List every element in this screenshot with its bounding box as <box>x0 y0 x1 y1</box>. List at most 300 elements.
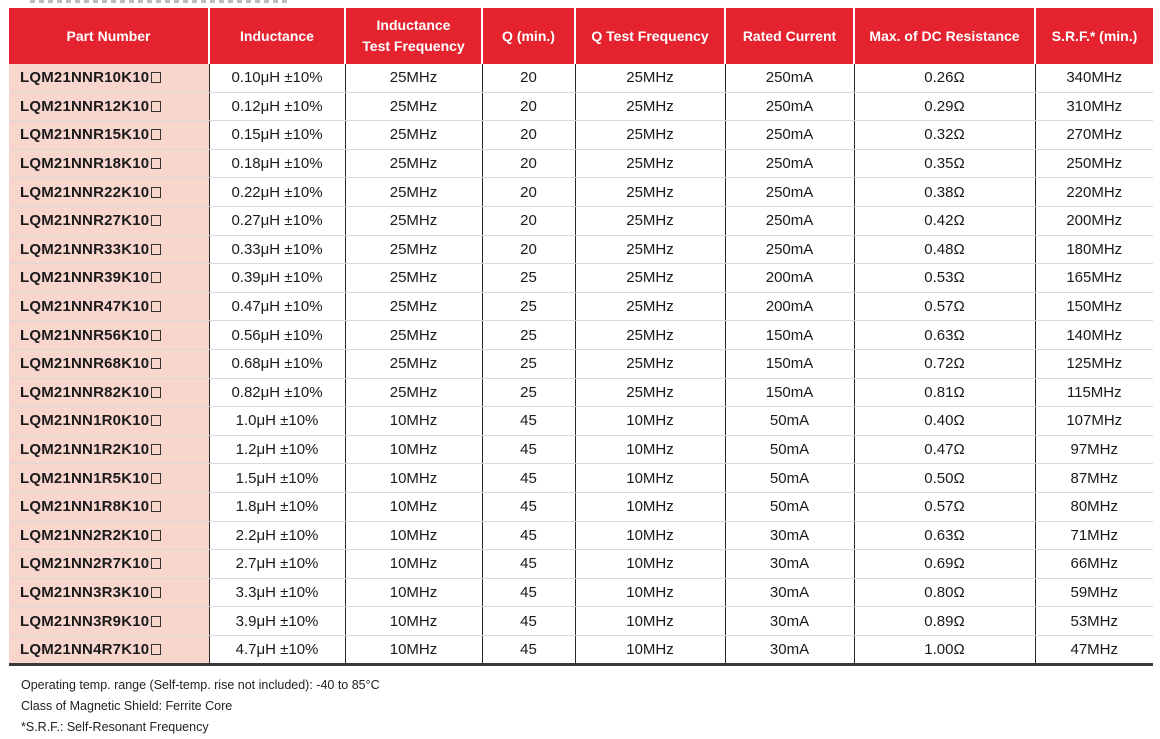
cell-value: 0.47Ω <box>924 441 965 459</box>
cell-value: 25MHz <box>389 269 438 287</box>
cell-value: 25MHz <box>626 126 674 144</box>
cell-value: 0.47μH ±10% <box>231 298 323 316</box>
table-cell <box>575 464 725 493</box>
cell-value: 25MHz <box>389 183 438 201</box>
table-cell <box>854 435 1035 464</box>
part-number-cell <box>9 635 209 665</box>
cell-value: 0.57Ω <box>924 298 965 316</box>
cell-value: 50mA <box>769 469 810 487</box>
cell-value: 0.32Ω <box>924 126 965 144</box>
table-cell <box>725 578 854 607</box>
cell-value: 0.63Ω <box>924 526 965 544</box>
table-cell <box>575 378 725 407</box>
cell-value: 30mA <box>769 555 810 573</box>
cell-value: 87MHz <box>1070 469 1118 487</box>
cell-value: 20 <box>520 126 537 144</box>
table-cell <box>854 121 1035 150</box>
part-number-cell <box>9 378 209 407</box>
cell-value: 45 <box>520 441 537 459</box>
table-cell <box>209 264 345 293</box>
table-cell <box>345 321 482 350</box>
inductor-spec-table <box>9 8 1153 666</box>
part-number-cell <box>9 321 209 350</box>
cell-value: 25 <box>520 383 537 401</box>
cell-value: 10MHz <box>626 583 674 601</box>
cell-value: 0.10μH ±10% <box>231 69 323 87</box>
table-cell <box>209 521 345 550</box>
cell-value: 10MHz <box>389 498 438 516</box>
column-header <box>345 8 482 64</box>
table-cell <box>482 521 575 550</box>
packaging-code-placeholder-icon <box>151 358 161 369</box>
cell-value: 10MHz <box>389 469 438 487</box>
cell-value: 45 <box>520 583 537 601</box>
cell-value: 0.33μH ±10% <box>231 240 323 258</box>
cell-value: 25MHz <box>626 240 674 258</box>
table-cell <box>575 407 725 436</box>
table-cell <box>482 292 575 321</box>
column-header <box>575 8 725 64</box>
table-cell <box>345 349 482 378</box>
cell-value: 25 <box>520 269 537 287</box>
cell-value: 20 <box>520 212 537 230</box>
table-cell <box>854 521 1035 550</box>
part-number-text: LQM21NNR27K10 <box>20 212 150 230</box>
cell-value: 0.82μH ±10% <box>231 383 323 401</box>
cell-value: 20 <box>520 240 537 258</box>
note-operating-temp: Operating temp. range (Self-temp. rise not included): -40 to 85°C <box>21 678 380 692</box>
table-cell <box>1035 435 1153 464</box>
column-header <box>725 8 854 64</box>
table-cell <box>854 550 1035 579</box>
part-number-text: LQM21NNR33K10 <box>20 240 150 258</box>
cell-value: 250mA <box>765 240 814 258</box>
table-cell <box>345 149 482 178</box>
cell-value: 25 <box>520 355 537 373</box>
table-cell <box>575 321 725 350</box>
cell-value: 250mA <box>765 183 814 201</box>
part-number-text: LQM21NN4R7K10 <box>20 641 150 659</box>
table-header <box>9 8 1153 64</box>
packaging-code-placeholder-icon <box>151 187 161 198</box>
table-cell <box>345 635 482 665</box>
table-cell <box>345 178 482 207</box>
cell-value: 25MHz <box>389 155 438 173</box>
table-cell <box>725 464 854 493</box>
cell-value: 10MHz <box>626 641 674 659</box>
table-cell <box>725 206 854 235</box>
cell-value: 250mA <box>765 97 814 115</box>
packaging-code-placeholder-icon <box>151 215 161 226</box>
cell-value: 150mA <box>765 355 814 373</box>
table-cell <box>345 435 482 464</box>
table-cell <box>482 64 575 92</box>
cell-value: 25MHz <box>389 69 438 87</box>
part-number-cell <box>9 349 209 378</box>
part-number-text: LQM21NNR56K10 <box>20 326 150 344</box>
part-number-cell <box>9 292 209 321</box>
part-number-text: LQM21NN1R2K10 <box>20 441 150 459</box>
cell-value: 0.22μH ±10% <box>231 183 323 201</box>
cell-value: 25 <box>520 298 537 316</box>
table-cell <box>482 149 575 178</box>
part-number-text: LQM21NNR10K10 <box>20 69 150 87</box>
part-number-text: LQM21NN1R0K10 <box>20 412 150 430</box>
table-cell <box>854 349 1035 378</box>
table-cell <box>482 407 575 436</box>
table-cell <box>1035 292 1153 321</box>
cell-value: 10MHz <box>626 498 674 516</box>
table-row <box>9 206 1153 235</box>
table-cell <box>345 407 482 436</box>
cell-value: 25MHz <box>389 355 438 373</box>
part-number-cell <box>9 178 209 207</box>
cell-value: 10MHz <box>626 441 674 459</box>
cell-value: 0.57Ω <box>924 498 965 516</box>
cell-value: 250mA <box>765 212 814 230</box>
cell-value: 20 <box>520 97 537 115</box>
table-cell <box>482 578 575 607</box>
cell-value: 50mA <box>769 412 810 430</box>
cell-value: 71MHz <box>1070 526 1118 544</box>
packaging-code-placeholder-icon <box>151 272 161 283</box>
cell-value: 250mA <box>765 155 814 173</box>
table-cell <box>1035 464 1153 493</box>
packaging-code-placeholder-icon <box>151 644 161 655</box>
table-cell <box>1035 206 1153 235</box>
packaging-code-placeholder-icon <box>151 530 161 541</box>
part-number-text: LQM21NN3R9K10 <box>20 612 150 630</box>
cell-value: 45 <box>520 469 537 487</box>
cell-value: 53MHz <box>1070 612 1118 630</box>
table-cell <box>575 64 725 92</box>
cell-value: 45 <box>520 412 537 430</box>
packaging-code-placeholder-icon <box>151 587 161 598</box>
table-cell <box>209 178 345 207</box>
cell-value: 25MHz <box>389 212 438 230</box>
cell-value: 0.29Ω <box>924 97 965 115</box>
packaging-code-placeholder-icon <box>151 330 161 341</box>
part-number-text: LQM21NNR82K10 <box>20 383 150 401</box>
cell-value: 250mA <box>765 69 814 87</box>
column-header-label: Max. of DC Resistance <box>869 27 1020 44</box>
table-cell <box>575 635 725 665</box>
cell-value: 3.3μH ±10% <box>235 583 319 601</box>
table-cell <box>854 149 1035 178</box>
cell-value: 25MHz <box>626 183 674 201</box>
part-number-cell <box>9 264 209 293</box>
table-cell <box>575 550 725 579</box>
table-cell <box>482 178 575 207</box>
cell-value: 20 <box>520 155 537 173</box>
part-number-text: LQM21NN1R5K10 <box>20 469 150 487</box>
table-cell <box>725 121 854 150</box>
packaging-code-placeholder-icon <box>151 158 161 169</box>
part-number-text: LQM21NNR15K10 <box>20 126 150 144</box>
cell-value: 45 <box>520 498 537 516</box>
cell-value: 200MHz <box>1066 212 1123 230</box>
cell-value: 0.15μH ±10% <box>231 126 323 144</box>
table-cell <box>1035 521 1153 550</box>
table-row <box>9 407 1153 436</box>
table-cell <box>209 407 345 436</box>
cell-value: 10MHz <box>389 583 438 601</box>
packaging-code-placeholder-icon <box>151 72 161 83</box>
part-number-cell <box>9 435 209 464</box>
part-number-text: LQM21NNR47K10 <box>20 298 150 316</box>
part-number-cell <box>9 521 209 550</box>
header-row <box>9 8 1153 64</box>
cell-value: 1.00Ω <box>924 641 965 659</box>
cell-value: 10MHz <box>389 555 438 573</box>
table-cell <box>854 206 1035 235</box>
table-row <box>9 149 1153 178</box>
table-body <box>9 64 1153 665</box>
table-cell <box>482 349 575 378</box>
table-cell <box>209 578 345 607</box>
cell-value: 0.53Ω <box>924 269 965 287</box>
part-number-text: LQM21NN1R8K10 <box>20 498 150 516</box>
table-cell <box>209 378 345 407</box>
cell-value: 10MHz <box>389 641 438 659</box>
part-number-cell <box>9 607 209 636</box>
table-cell <box>1035 149 1153 178</box>
cell-value: 25MHz <box>626 298 674 316</box>
column-header-label: Rated Current <box>742 27 837 44</box>
cell-value: 0.50Ω <box>924 469 965 487</box>
table-cell <box>575 235 725 264</box>
cell-value: 220MHz <box>1066 183 1123 201</box>
table-row <box>9 292 1153 321</box>
cell-value: 180MHz <box>1066 240 1123 258</box>
cell-value: 0.12μH ±10% <box>231 97 323 115</box>
table-cell <box>575 492 725 521</box>
packaging-code-placeholder-icon <box>151 558 161 569</box>
cell-value: 25MHz <box>389 240 438 258</box>
table-cell <box>482 464 575 493</box>
cell-value: 1.8μH ±10% <box>235 498 319 516</box>
cell-value: 10MHz <box>626 412 674 430</box>
cell-value: 25MHz <box>626 155 674 173</box>
cell-value: 0.18μH ±10% <box>231 155 323 173</box>
cell-value: 115MHz <box>1066 383 1122 401</box>
table-cell <box>345 292 482 321</box>
cell-value: 50mA <box>769 441 810 459</box>
cell-value: 310MHz <box>1066 97 1123 115</box>
table-cell <box>1035 235 1153 264</box>
table-cell <box>345 64 482 92</box>
part-number-cell <box>9 64 209 92</box>
cell-value: 0.72Ω <box>924 355 965 373</box>
table-cell <box>575 292 725 321</box>
cell-value: 10MHz <box>389 612 438 630</box>
cell-value: 0.39μH ±10% <box>231 269 323 287</box>
table-cell <box>482 92 575 121</box>
table-cell <box>482 264 575 293</box>
column-header <box>209 8 345 64</box>
table-cell <box>1035 492 1153 521</box>
table-row <box>9 521 1153 550</box>
packaging-code-placeholder-icon <box>151 129 161 140</box>
cell-value: 0.35Ω <box>924 155 965 173</box>
table-cell <box>725 178 854 207</box>
table-cell <box>575 121 725 150</box>
column-header-label: Test Frequency <box>362 38 465 54</box>
table-cell <box>209 235 345 264</box>
table-cell <box>345 206 482 235</box>
cell-value: 107MHz <box>1066 412 1123 430</box>
table-cell <box>854 607 1035 636</box>
cell-value: 0.48Ω <box>924 240 965 258</box>
packaging-code-placeholder-icon <box>151 387 161 398</box>
table-cell <box>725 492 854 521</box>
table-cell <box>854 578 1035 607</box>
part-number-cell <box>9 235 209 264</box>
table-row <box>9 378 1153 407</box>
table-cell <box>482 321 575 350</box>
table-cell <box>725 235 854 264</box>
cell-value: 30mA <box>769 583 810 601</box>
cell-value: 250mA <box>765 126 814 144</box>
cell-value: 3.9μH ±10% <box>235 612 319 630</box>
table-cell <box>854 464 1035 493</box>
cell-value: 25MHz <box>626 383 674 401</box>
cell-value: 250MHz <box>1066 155 1123 173</box>
cell-value: 30mA <box>769 526 810 544</box>
cell-value: 165MHz <box>1066 269 1123 287</box>
table-cell <box>854 178 1035 207</box>
cell-value: 125MHz <box>1066 355 1123 373</box>
table-cell <box>854 378 1035 407</box>
cell-value: 45 <box>520 555 537 573</box>
part-number-text: LQM21NNR68K10 <box>20 355 150 373</box>
table-cell <box>1035 64 1153 92</box>
table-row <box>9 64 1153 92</box>
table-cell <box>345 464 482 493</box>
cell-value: 25 <box>520 326 537 344</box>
cell-value: 47MHz <box>1070 641 1118 659</box>
packaging-code-placeholder-icon <box>151 444 161 455</box>
table-cell <box>1035 578 1153 607</box>
part-number-cell <box>9 407 209 436</box>
table-cell <box>575 521 725 550</box>
cell-value: 10MHz <box>626 469 674 487</box>
table-cell <box>725 378 854 407</box>
cell-value: 1.5μH ±10% <box>235 469 319 487</box>
table-cell <box>209 149 345 178</box>
note-magnetic-shield: Class of Magnetic Shield: Ferrite Core <box>21 699 233 713</box>
table-cell <box>575 607 725 636</box>
table-cell <box>209 92 345 121</box>
table-cell <box>725 635 854 665</box>
part-number-text: LQM21NNR22K10 <box>20 183 150 201</box>
column-header-label: Inductance <box>376 17 451 33</box>
packaging-code-placeholder-icon <box>151 501 161 512</box>
table-cell <box>575 149 725 178</box>
note-srf-definition: *S.R.F.: Self-Resonant Frequency <box>21 720 209 734</box>
part-number-cell <box>9 92 209 121</box>
table-cell <box>345 235 482 264</box>
table-cell <box>725 550 854 579</box>
table-row <box>9 550 1153 579</box>
table-cell <box>1035 349 1153 378</box>
table-cell <box>345 121 482 150</box>
table-cell <box>345 92 482 121</box>
cell-value: 4.7μH ±10% <box>235 641 319 659</box>
table-cell <box>725 349 854 378</box>
cell-value: 25MHz <box>626 97 674 115</box>
table-cell <box>209 492 345 521</box>
table-cell <box>854 407 1035 436</box>
cell-value: 10MHz <box>626 555 674 573</box>
table-row <box>9 264 1153 293</box>
table-cell <box>575 264 725 293</box>
table-cell <box>725 64 854 92</box>
cell-value: 200mA <box>765 269 814 287</box>
table-cell <box>345 550 482 579</box>
table-cell <box>209 349 345 378</box>
table-cell <box>725 292 854 321</box>
table-row <box>9 492 1153 521</box>
table-cell <box>209 321 345 350</box>
packaging-code-placeholder-icon <box>151 473 161 484</box>
cell-value: 2.2μH ±10% <box>235 526 319 544</box>
column-header-label: Inductance <box>240 27 314 44</box>
part-number-text: LQM21NNR12K10 <box>20 97 150 115</box>
table-cell <box>1035 121 1153 150</box>
column-header-label: Q (min.) <box>502 27 555 44</box>
cell-value: 25MHz <box>389 298 438 316</box>
table-cell <box>854 292 1035 321</box>
table-cell <box>1035 407 1153 436</box>
table-cell <box>209 607 345 636</box>
cell-value: 1.2μH ±10% <box>235 441 319 459</box>
packaging-code-placeholder-icon <box>151 415 161 426</box>
cell-value: 0.81Ω <box>924 383 965 401</box>
cell-value: 25MHz <box>389 326 438 344</box>
cell-value: 59MHz <box>1070 583 1118 601</box>
cell-value: 80MHz <box>1070 498 1118 516</box>
table-cell <box>1035 607 1153 636</box>
table-cell <box>1035 264 1153 293</box>
table-cell <box>575 206 725 235</box>
footnotes <box>21 675 380 738</box>
cell-value: 270MHz <box>1066 126 1123 144</box>
table-row <box>9 435 1153 464</box>
cell-value: 0.80Ω <box>924 583 965 601</box>
cell-value: 0.68μH ±10% <box>231 355 323 373</box>
cell-value: 10MHz <box>389 526 438 544</box>
table-cell <box>725 435 854 464</box>
table-row <box>9 349 1153 378</box>
cell-value: 25MHz <box>626 355 674 373</box>
cell-value: 0.63Ω <box>924 326 965 344</box>
cell-value: 140MHz <box>1066 326 1123 344</box>
cell-value: 45 <box>520 526 537 544</box>
cell-value: 20 <box>520 69 537 87</box>
part-number-cell <box>9 149 209 178</box>
table-cell <box>482 635 575 665</box>
column-header-label: S.R.F.* (min.) <box>1051 27 1138 44</box>
cell-value: 0.38Ω <box>924 183 965 201</box>
table-cell <box>345 578 482 607</box>
part-number-cell <box>9 121 209 150</box>
part-number-text: LQM21NNR18K10 <box>20 155 150 173</box>
column-header-label: Part Number <box>66 27 151 44</box>
table-cell <box>482 492 575 521</box>
table-cell <box>345 492 482 521</box>
cell-value: 66MHz <box>1070 555 1118 573</box>
